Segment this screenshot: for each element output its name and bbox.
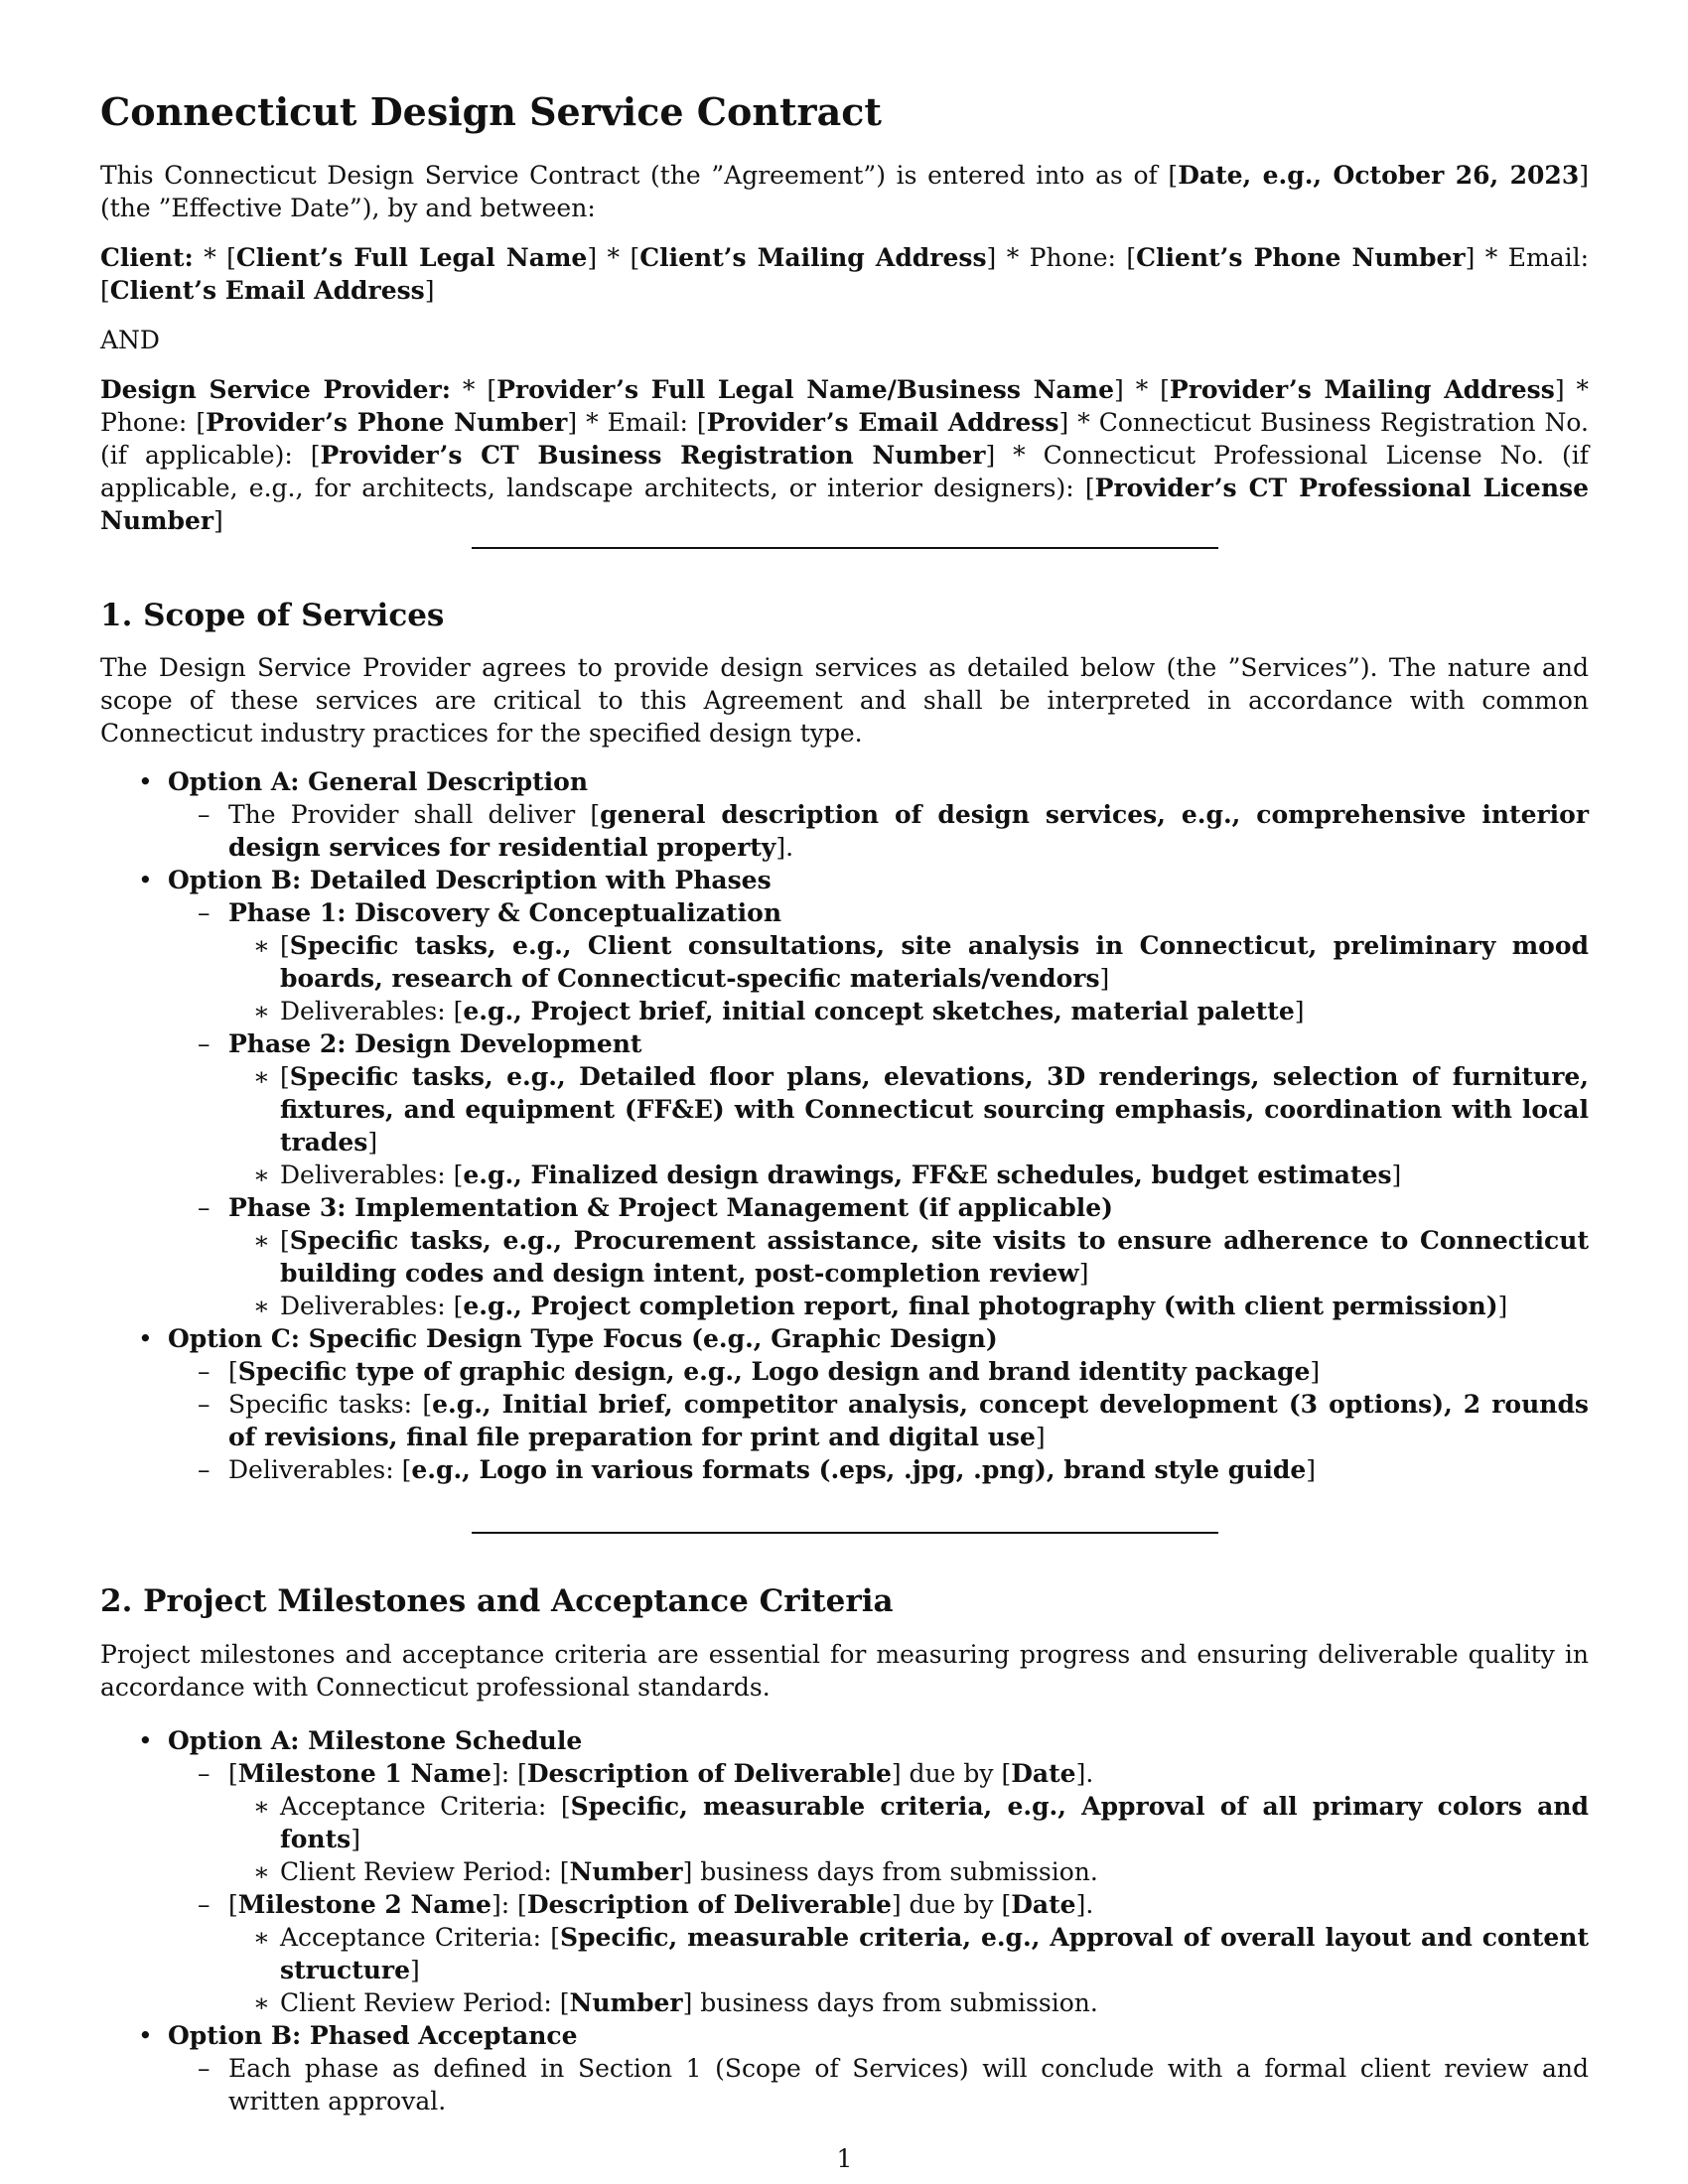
list-item: ∗ Deliverables: [e.g., Project brief, initial concept sketches, material palette] bbox=[253, 997, 1305, 1025]
milestone-option-a-label: Option A: Milestone Schedule bbox=[168, 1726, 583, 1755]
bullet-icon: • bbox=[138, 1726, 153, 1755]
intro-paragraph: This Connecticut Design Service Contract (the ”Agreement”) is entered into as of [Date, e.g., October 26, 2023] (the ”Effective Date”), by and between: bbox=[100, 161, 1589, 222]
list-item: – [Milestone 1 Name]: [Description of Deliverable] due by [Date]. ∗ Acceptance Criteria: [Specific, measurable criteria, e.g., Approval of all primary colors and fonts] ∗ Client Review Period: [Number] business days from submission. bbox=[198, 1759, 1589, 1886]
client-block: Client: * [Client’s Full Legal Name] * [Client’s Mailing Address] * Phone: [Client’s Phone Number] * Email: [Client’s Email Address] bbox=[100, 243, 1590, 305]
list-item: ∗ Deliverables: [e.g., Finalized design drawings, FF&E schedules, budget estimates] bbox=[253, 1160, 1402, 1189]
option-a-label: Option A: General Description bbox=[168, 767, 589, 796]
section-1-intro: The Design Service Provider agrees to provide design services as detailed below (the ”Services”). The nature and scope of these services are critical to this Agreement and shall be interpreted in accordance with common Connecticut industry practices for the specified design type. bbox=[100, 653, 1589, 748]
dash-icon: – bbox=[198, 1193, 211, 1222]
section-2-intro: Project milestones and acceptance criteria are essential for measuring progress and ensuring deliverable quality in accordance with Connecticut professional standards. bbox=[100, 1640, 1589, 1702]
list-item: – [Milestone 2 Name]: [Description of Deliverable] due by [Date]. ∗ Acceptance Criteria: [Specific, measurable criteria, e.g., Approval of overall layout and content structure] ∗ Client Review Period: [Number] business days from submission. bbox=[198, 1890, 1589, 2017]
phase-3-label: Phase 3: Implementation & Project Management (if applicable) bbox=[228, 1193, 1113, 1222]
and-separator: AND bbox=[100, 326, 160, 354]
milestone-options-list bbox=[100, 1724, 1589, 2117]
asterisk-icon: ∗ bbox=[253, 1857, 270, 1886]
horizontal-rule bbox=[472, 547, 1218, 549]
dash-icon: – bbox=[198, 1759, 211, 1788]
list-item bbox=[100, 2019, 1589, 2117]
list-item: – Each phase as defined in Section 1 (Scope of Services) will conclude with a formal client review and written approval. bbox=[198, 2054, 1589, 2116]
phase-2-label: Phase 2: Design Development bbox=[228, 1029, 642, 1058]
asterisk-icon: ∗ bbox=[253, 1292, 270, 1320]
list-item: – Specific tasks: [e.g., Initial brief, competitor analysis, concept development (3 options), 2 rounds of revisions, final file preparation for print and digital use] bbox=[198, 1390, 1589, 1451]
list-item: – Deliverables: [e.g., Logo in various formats (.eps, .jpg, .png), brand style guide] bbox=[198, 1455, 1317, 1484]
list-item: ∗ Acceptance Criteria: [Specific, measurable criteria, e.g., Approval of all primary colors and fonts] bbox=[253, 1792, 1589, 1853]
dash-icon: – bbox=[198, 1357, 211, 1386]
list-item: ∗ [Specific tasks, e.g., Client consultations, site analysis in Connecticut, preliminary mood boards, research of Connecticut-specific materials/vendors] bbox=[253, 931, 1589, 993]
dash-icon: – bbox=[198, 1890, 211, 1919]
asterisk-icon: ∗ bbox=[253, 931, 270, 960]
dash-icon: – bbox=[198, 2054, 211, 2083]
list-item bbox=[168, 1027, 1589, 1191]
asterisk-icon: ∗ bbox=[253, 1062, 270, 1091]
option-c-label: Option C: Specific Design Type Focus (e.g., Graphic Design) bbox=[168, 1324, 998, 1353]
list-item bbox=[100, 1724, 1589, 2019]
bullet-icon: • bbox=[138, 2021, 153, 2050]
asterisk-icon: ∗ bbox=[253, 997, 270, 1025]
list-item: ∗ Client Review Period: [Number] business days from submission. bbox=[253, 1857, 1098, 1886]
provider-label: Design Service Provider: bbox=[100, 375, 451, 404]
list-item bbox=[168, 1191, 1589, 1322]
list-item: ∗ Deliverables: [e.g., Project completion report, final photography (with client permission)] bbox=[253, 1292, 1508, 1320]
list-item: – [Specific type of graphic design, e.g., Logo design and brand identity package] bbox=[198, 1357, 1321, 1386]
list-item bbox=[100, 864, 1589, 1322]
page-number: 1 bbox=[836, 2144, 853, 2173]
dash-icon: – bbox=[198, 1029, 211, 1058]
horizontal-rule bbox=[472, 1532, 1218, 1534]
dash-icon: – bbox=[198, 1390, 211, 1419]
list-item: ∗ [Specific tasks, e.g., Procurement assistance, site visits to ensure adherence to Connecticut building codes and design intent, post-completion review] bbox=[253, 1226, 1589, 1288]
scope-options-list bbox=[100, 765, 1589, 1486]
bullet-icon: • bbox=[138, 767, 153, 796]
asterisk-icon: ∗ bbox=[253, 1792, 270, 1821]
asterisk-icon: ∗ bbox=[253, 1226, 270, 1255]
list-item bbox=[168, 896, 1589, 1027]
provider-block: Design Service Provider: * [Provider’s Full Legal Name/Business Name] * [Provider’s Mailing Address] * Phone: [Provider’s Phone Number] * Email: [Provider’s Email Address] * Connecticut Business Registration No. (if applicable): [Provider’s CT Business Registration Number] * Connecticut Professional License No. (if applicable, e.g., for architects, landscape architects, or interior designers): [Provider’s CT Professional License Number] bbox=[100, 375, 1590, 535]
list-item bbox=[100, 765, 1589, 864]
section-1-title: 1. Scope of Services bbox=[100, 598, 445, 633]
list-item: ∗ Acceptance Criteria: [Specific, measurable criteria, e.g., Approval of overall layout and content structure] bbox=[253, 1923, 1589, 1984]
page-title: Connecticut Design Service Contract bbox=[100, 89, 882, 134]
asterisk-icon: ∗ bbox=[253, 1923, 270, 1952]
section-2-title: 2. Project Milestones and Acceptance Criteria bbox=[100, 1583, 894, 1619]
list-item bbox=[100, 1322, 1589, 1486]
dash-icon: – bbox=[198, 800, 211, 829]
list-item: ∗ [Specific tasks, e.g., Detailed floor plans, elevations, 3D renderings, selection of furniture, fixtures, and equipment (FF&E) with Connecticut sourcing emphasis, coordination with local trades] bbox=[253, 1062, 1589, 1157]
dash-icon: – bbox=[198, 1455, 211, 1484]
asterisk-icon: ∗ bbox=[253, 1160, 270, 1189]
list-item: ∗ Client Review Period: [Number] business days from submission. bbox=[253, 1988, 1098, 2017]
asterisk-icon: ∗ bbox=[253, 1988, 270, 2017]
bullet-icon: • bbox=[138, 866, 153, 894]
client-label: Client: bbox=[100, 243, 194, 272]
option-b-label: Option B: Detailed Description with Phases bbox=[168, 866, 772, 894]
milestone-option-b-label: Option B: Phased Acceptance bbox=[168, 2021, 578, 2050]
list-item: – The Provider shall deliver [general description of design services, e.g., comprehensive interior design services for residential property]. bbox=[198, 800, 1589, 862]
bullet-icon: • bbox=[138, 1324, 153, 1353]
effective-date-placeholder: Date, e.g., October 26, 2023 bbox=[1178, 161, 1580, 190]
dash-icon: – bbox=[198, 898, 211, 927]
phase-1-label: Phase 1: Discovery & Conceptualization bbox=[228, 898, 782, 927]
